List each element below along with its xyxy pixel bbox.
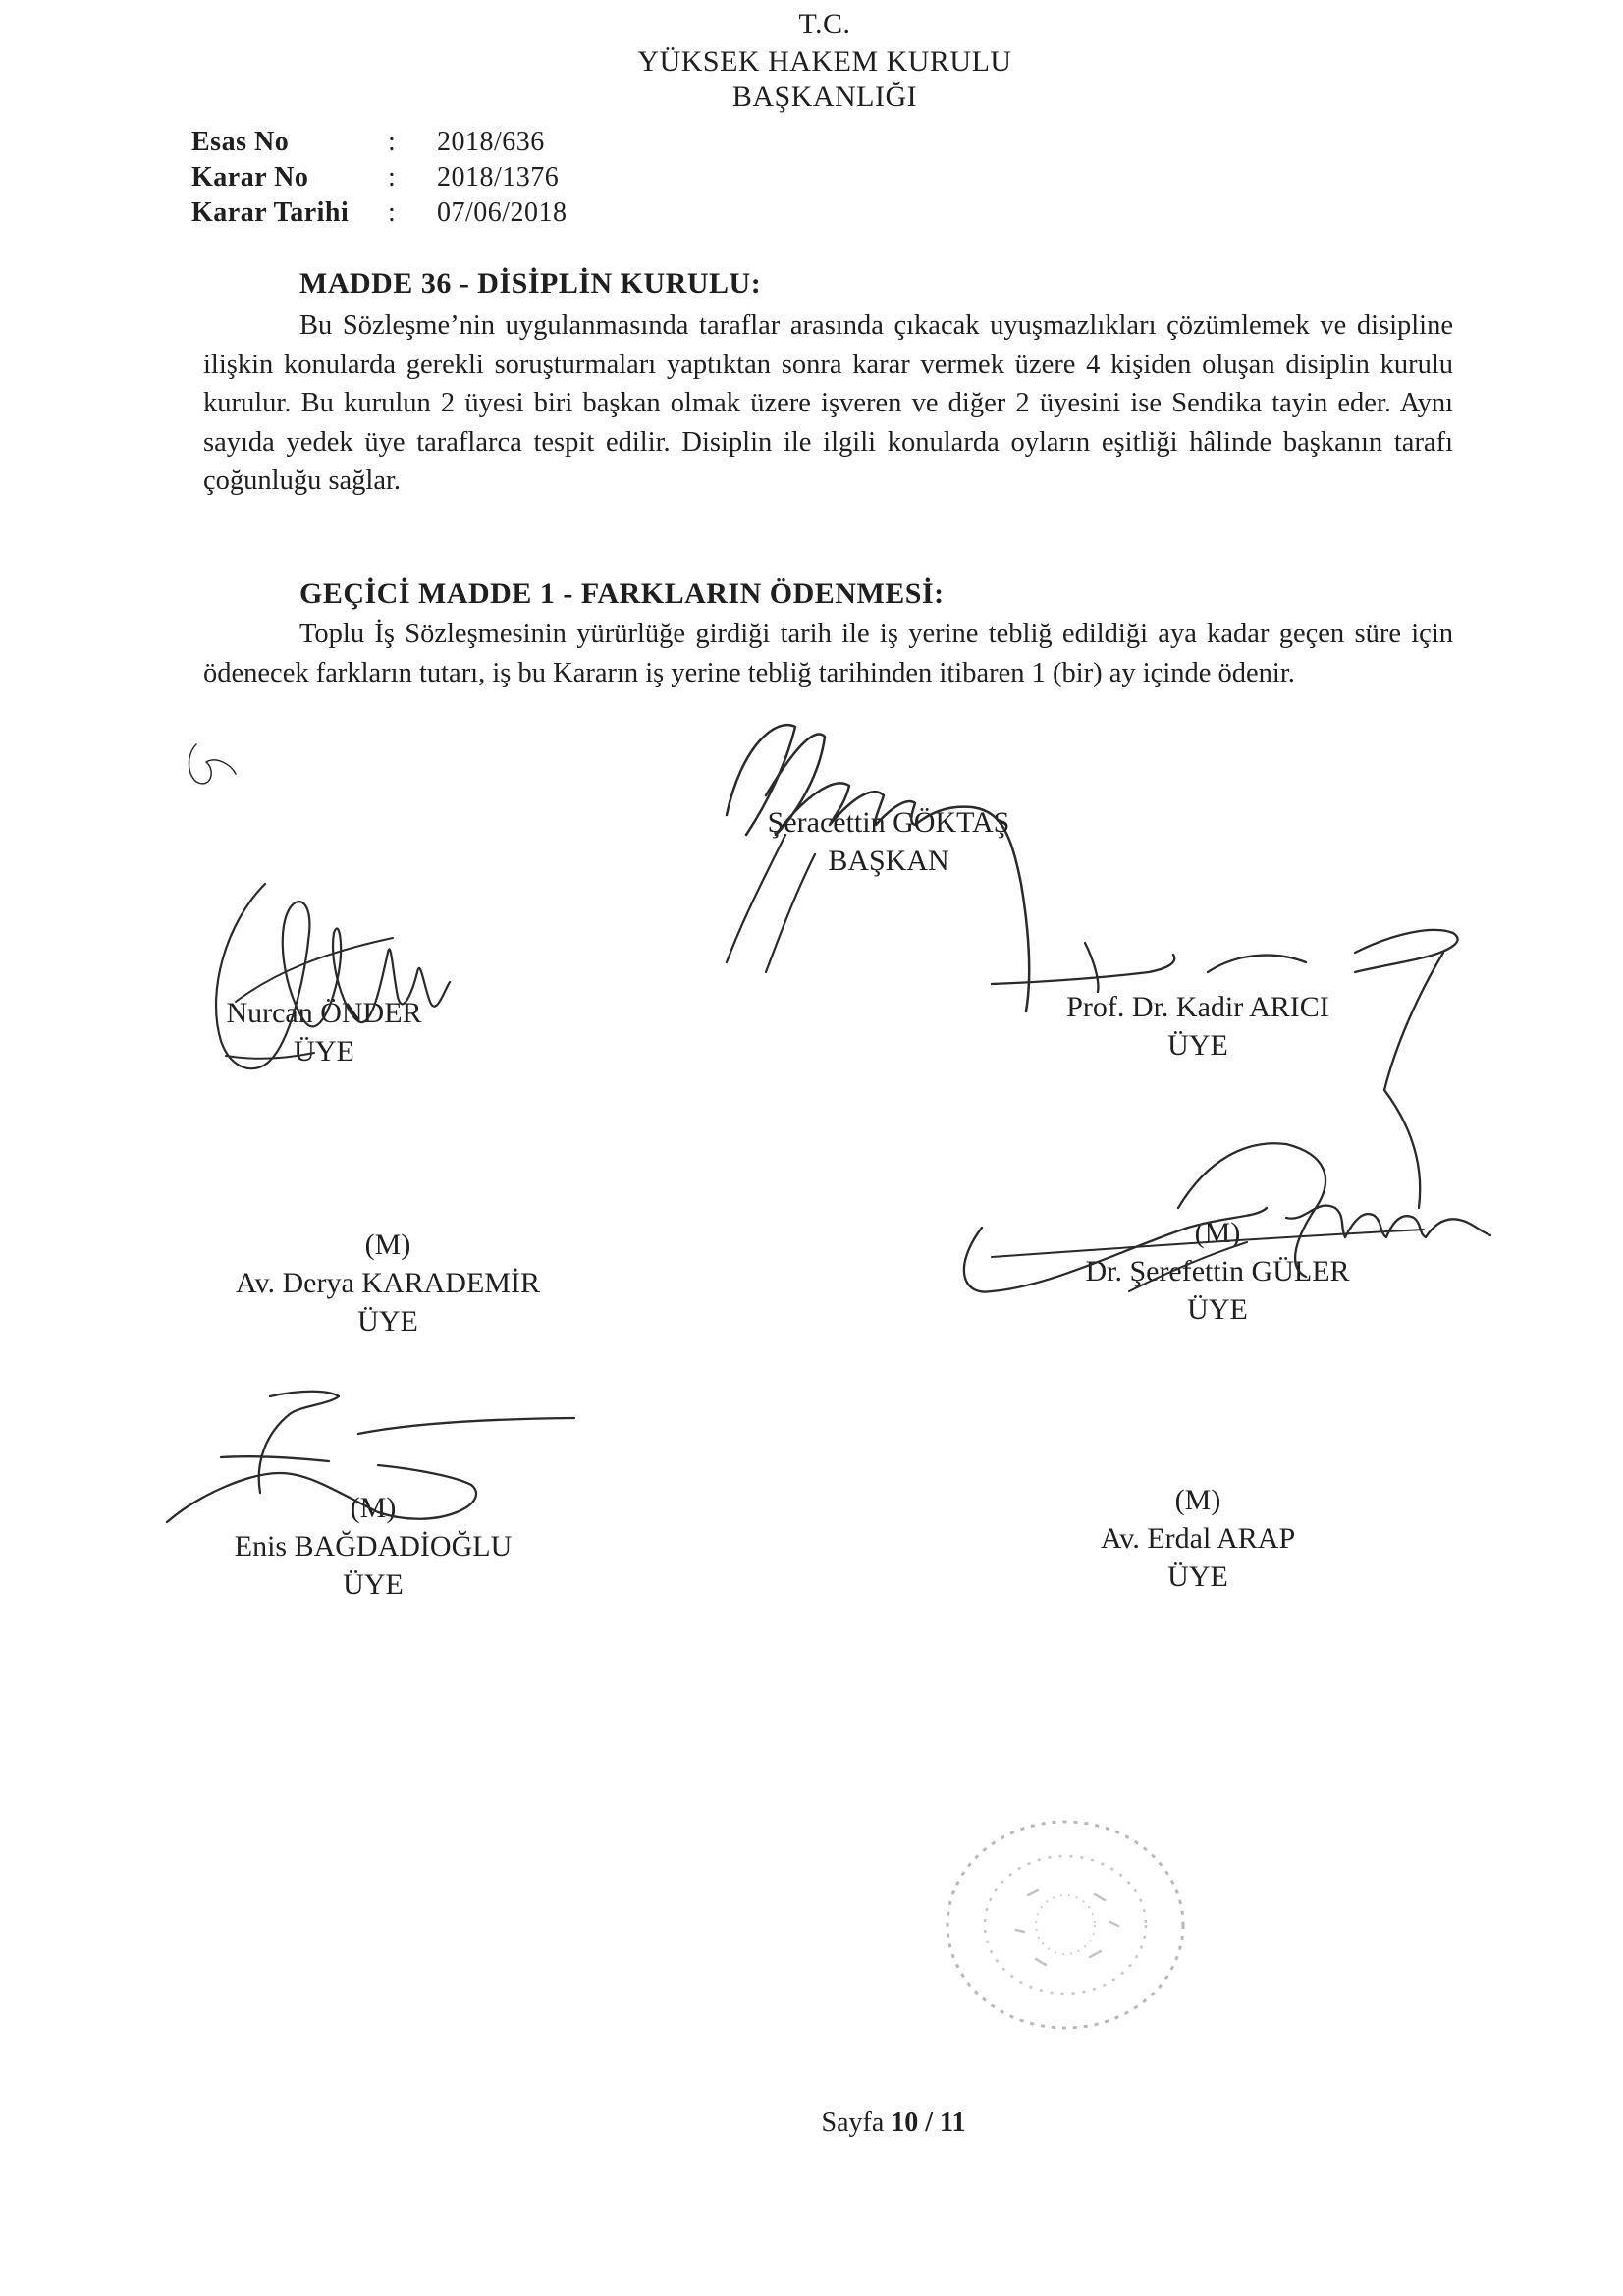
signatory-name: Av. Erdal ARAP: [1100, 1522, 1296, 1555]
signature-block-arap: [1051, 1481, 1345, 1596]
section-body-gecici-madde-1: Toplu İş Sözleşmesinin yürürlüğe girdiği tarih ile iş yerine tebliğ edildiği aya kadar geçen süre için ödenecek farkların tutarı, iş bu Kararın iş yerine tebliğ tarihinden itibaren 1 (bir) ay içinde ödenir.: [203, 619, 1453, 688]
section-heading-madde-36: MADDE 36 - DİSİPLİN KURULU:: [299, 267, 762, 300]
pen-mark-scribble: [177, 735, 255, 803]
signatory-role: ÜYE: [343, 1568, 404, 1601]
header-department: BAŞKANLIĞI: [731, 81, 918, 113]
meta-karar-no: [191, 159, 559, 196]
signatory-role: ÜYE: [1167, 1560, 1228, 1593]
signatory-role: BAŞKAN: [828, 845, 949, 877]
meta-label: Esas No: [191, 127, 290, 157]
signatory-role: ÜYE: [294, 1035, 354, 1067]
section-heading-gecici-madde-1: GEÇİCİ MADDE 1 - FARKLARIN ÖDENMESİ:: [299, 577, 945, 610]
signature-guler-scrawl: [933, 1100, 1522, 1326]
signatory-name: Av. Derya KARADEMİR: [236, 1267, 540, 1299]
signatory-role: ÜYE: [1187, 1293, 1248, 1326]
header-tc: T.C.: [798, 8, 851, 40]
meta-esas-no: [191, 124, 545, 161]
page-number: [687, 2107, 1100, 2139]
section-body-madde-36: Bu Sözleşme’nin uygulanmasında taraflar arasında çıkacak uyuşmazlıkları çözümlemek ve disipline ilişkin konularda gerekli soruşturmaları yaptıktan sonra karar vermek üzere 4 kişiden oluşan disiplin kurulu kurulur. Bu kurulun 2 üyesi biri başkan olmak üzere işveren ve diğer 2 üyesini ise Sendika tayin eder. Aynı sayıda yedek üye taraflarca tespit edilir. Disiplin ile ilgili konularda oyların eşitliği hâlinde başkanın tarafı çoğunluğu sağlar.: [203, 310, 1453, 496]
official-seal-stamp: [918, 1792, 1213, 2057]
signatory-mark: (M): [350, 1492, 397, 1524]
signatory-role: ÜYE: [1167, 1029, 1228, 1062]
meta-value: 2018/1376: [437, 162, 560, 192]
signatory-mark: (M): [1194, 1217, 1241, 1249]
signature-onder-scrawl: [196, 825, 471, 1090]
signatory-mark: (M): [1174, 1484, 1221, 1516]
header-institution: YÜKSEK HAKEM KURULU: [637, 45, 1012, 78]
meta-value: 2018/636: [437, 127, 545, 157]
meta-karar-tarihi: [191, 194, 568, 232]
signatory-name: Enis BAĞDADİOĞLU: [234, 1530, 513, 1562]
meta-separator: :: [388, 162, 396, 192]
page-number-value: 10 / 11: [891, 2107, 966, 2138]
meta-label: Karar No: [191, 162, 309, 192]
signatory-name: Şeracettin GÖKTAŞ: [767, 806, 1010, 839]
meta-separator: :: [388, 127, 396, 157]
meta-value: 07/06/2018: [437, 197, 568, 228]
signature-block-karademir: [191, 1226, 584, 1340]
signatory-name: Dr. Şerefettin GÜLER: [1085, 1255, 1350, 1287]
signature-bagdadioglu-scrawl: [162, 1375, 594, 1552]
signatory-role: ÜYE: [357, 1305, 418, 1338]
signatory-mark: (M): [364, 1229, 411, 1261]
signatory-name: Nurcan ÖNDER: [226, 997, 422, 1029]
signatory-name: Prof. Dr. Kadir ARICI: [1066, 991, 1329, 1023]
page-number-prefix: Sayfa: [821, 2107, 885, 2138]
meta-separator: :: [388, 197, 396, 228]
meta-label: Karar Tarihi: [191, 197, 350, 228]
